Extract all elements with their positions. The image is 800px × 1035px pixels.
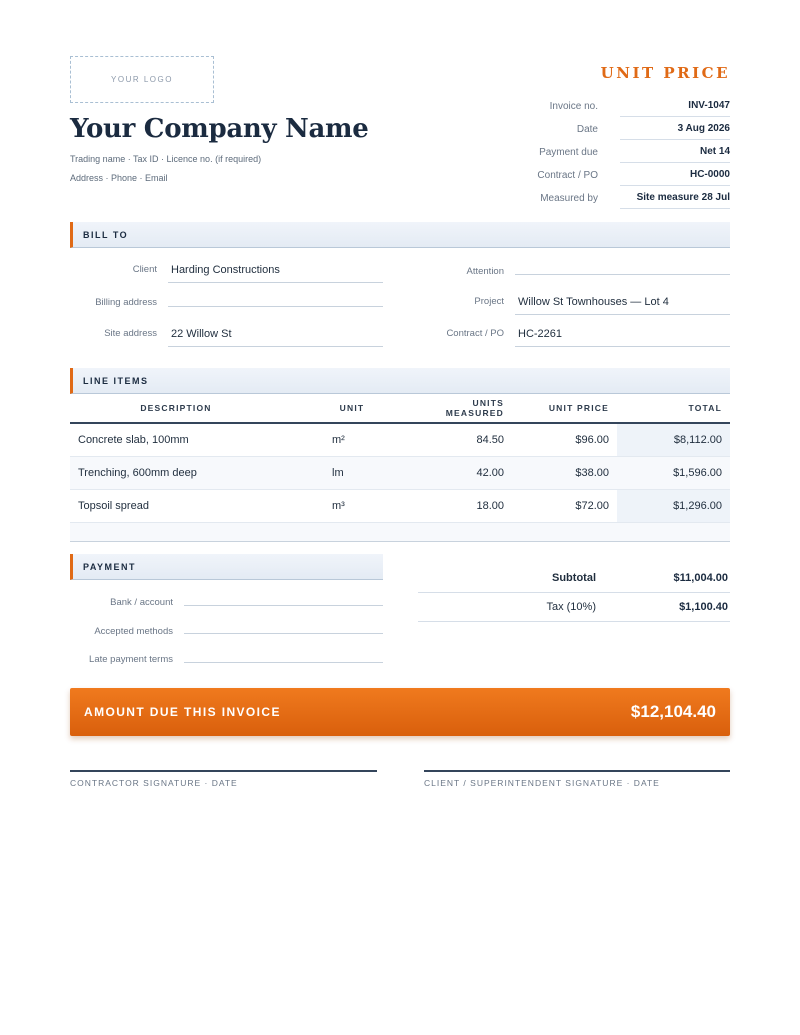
contract-po-field[interactable]: HC-2261 <box>515 325 730 347</box>
cell-unit-price[interactable]: $72.00 <box>512 489 617 522</box>
cell-unit[interactable]: m² <box>282 423 422 456</box>
cell-description[interactable]: Trenching, 600mm deep <box>70 456 282 489</box>
cell-unit[interactable]: m³ <box>282 489 422 522</box>
cell-total: $8,112.00 <box>617 423 730 456</box>
meta-label: Measured by <box>540 192 598 204</box>
client-signature-label: CLIENT / SUPERINTENDENT SIGNATURE · DATE <box>424 778 660 788</box>
column-header-description: DESCRIPTION <box>70 394 282 423</box>
cell-unit-price[interactable]: $96.00 <box>512 423 617 456</box>
cell-empty[interactable] <box>70 522 282 541</box>
meta-contract-po <box>490 164 730 186</box>
project-field[interactable]: Willow St Townhouses — Lot 4 <box>515 293 730 315</box>
meta-measured-by <box>490 187 730 209</box>
client-field[interactable]: Harding Constructions <box>168 261 383 283</box>
column-header-unit-price: UNIT PRICE <box>512 394 617 423</box>
attention-label: Attention <box>466 266 504 277</box>
cell-units-measured[interactable]: 18.00 <box>422 489 512 522</box>
client-signature-line[interactable] <box>424 770 730 772</box>
line-items-heading: LINE ITEMS <box>70 368 730 394</box>
bank-account-label: Bank / account <box>110 597 173 608</box>
cell-total: $1,296.00 <box>617 489 730 522</box>
tax-row <box>418 593 730 622</box>
table-row <box>70 456 730 489</box>
meta-value[interactable]: Site measure 28 Jul <box>620 187 730 209</box>
subtotal-value: $11,004.00 <box>673 572 728 584</box>
meta-value[interactable]: Net 14 <box>620 141 730 163</box>
late-payment-terms-label: Late payment terms <box>89 654 173 665</box>
meta-payment-due <box>490 141 730 163</box>
bank-account-field[interactable] <box>184 605 383 606</box>
meta-label: Date <box>576 123 598 135</box>
cell-units-measured[interactable]: 42.00 <box>422 456 512 489</box>
company-name: Your Company Name <box>70 114 369 144</box>
meta-label: Contract / PO <box>537 169 598 181</box>
cell-description[interactable]: Concrete slab, 100mm <box>70 423 282 456</box>
cell-units-measured[interactable]: 84.50 <box>422 423 512 456</box>
column-header-total: TOTAL <box>617 394 730 423</box>
tax-value: $1,100.40 <box>679 601 728 613</box>
cell-description[interactable]: Topsoil spread <box>70 489 282 522</box>
subtotal-label: Subtotal <box>552 572 596 584</box>
meta-date <box>490 118 730 140</box>
document-title: UNIT PRICE <box>600 64 730 82</box>
billing-address-field[interactable] <box>168 285 383 307</box>
project-label: Project <box>474 296 504 307</box>
cell-empty[interactable] <box>512 522 617 541</box>
table-header-row <box>70 394 730 423</box>
amount-due-label: AMOUNT DUE THIS INVOICE <box>84 705 281 719</box>
company-contact: Address · Phone · Email <box>70 173 168 183</box>
payment-heading: PAYMENT <box>70 554 383 580</box>
table-row-empty <box>70 522 730 541</box>
meta-label: Payment due <box>539 146 598 158</box>
column-header-units-measured: UNITS MEASURED <box>422 394 512 423</box>
billing-address-label: Billing address <box>95 297 157 308</box>
table-row <box>70 489 730 522</box>
accepted-methods-field[interactable] <box>184 633 383 634</box>
site-address-field[interactable]: 22 Willow St <box>168 325 383 347</box>
company-details: Trading name · Tax ID · Licence no. (if required) <box>70 154 262 164</box>
client-label: Client <box>132 264 157 275</box>
meta-invoice-no <box>490 95 730 117</box>
cell-total: $1,596.00 <box>617 456 730 489</box>
line-items-table <box>70 394 730 542</box>
meta-value[interactable]: HC-0000 <box>620 164 730 186</box>
accepted-methods-label: Accepted methods <box>94 626 173 637</box>
table-row <box>70 423 730 456</box>
late-payment-terms-field[interactable] <box>184 662 383 663</box>
contractor-signature-label: CONTRACTOR SIGNATURE · DATE <box>70 778 238 788</box>
amount-due-bar <box>70 688 730 736</box>
contractor-signature-line[interactable] <box>70 770 377 772</box>
amount-due-value: $12,104.40 <box>630 702 716 721</box>
cell-unit-price[interactable]: $38.00 <box>512 456 617 489</box>
bill-to-heading: BILL TO <box>70 222 730 248</box>
cell-empty[interactable] <box>422 522 512 541</box>
meta-label: Invoice no. <box>549 100 598 112</box>
cell-unit[interactable]: lm <box>282 456 422 489</box>
subtotal-row <box>418 564 730 593</box>
site-address-label: Site address <box>104 328 157 339</box>
tax-label: Tax (10%) <box>546 601 596 613</box>
cell-empty <box>617 522 730 541</box>
attention-field[interactable] <box>515 253 730 275</box>
cell-empty[interactable] <box>282 522 422 541</box>
contract-po-label: Contract / PO <box>446 328 504 339</box>
meta-value[interactable]: 3 Aug 2026 <box>620 118 730 140</box>
logo-placeholder: YOUR LOGO <box>70 56 214 103</box>
meta-value[interactable]: INV-1047 <box>620 95 730 117</box>
column-header-unit: UNIT <box>282 394 422 423</box>
